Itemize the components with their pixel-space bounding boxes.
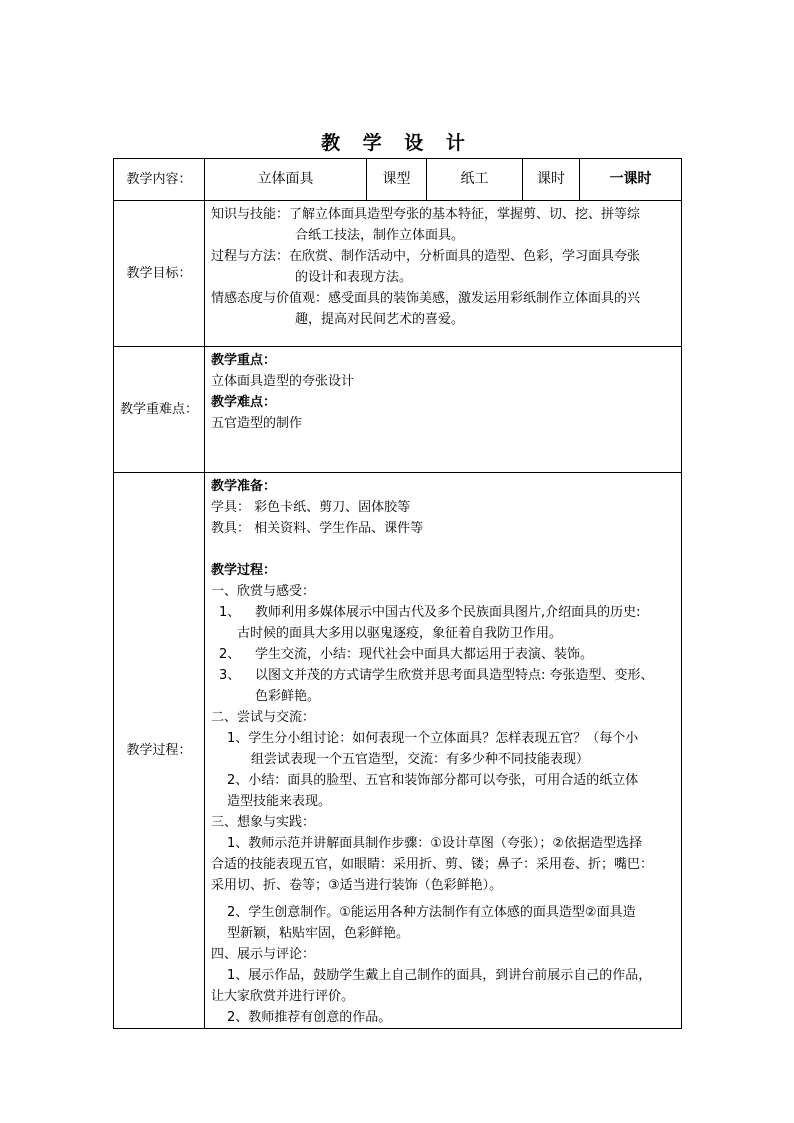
goals-row bbox=[114, 201, 682, 347]
section-title: 二、尝试与交流： bbox=[211, 710, 316, 725]
student-tools: 学具： 彩色卡纸、剪刀、固体胶等 bbox=[211, 500, 411, 515]
item-continuation: 组尝试表现一个五官造型，交流：有多少种不同技能表现） bbox=[251, 752, 590, 767]
spacer bbox=[211, 539, 675, 560]
type-label: 课型 bbox=[367, 159, 427, 201]
process-row bbox=[114, 473, 682, 1029]
period-value: 一课时 bbox=[580, 159, 682, 201]
list-item: 1、展示作品，鼓励学生戴上自己制作的面具，到讲台前展示自己的作品， bbox=[227, 968, 652, 983]
goals-label: 教学目标： bbox=[114, 201, 205, 347]
lesson-plan-table bbox=[113, 158, 682, 1029]
page-title: 教 学 设 计 bbox=[321, 132, 473, 154]
list-item: 1、教师示范并讲解面具制作步骤：①设计草图（夸张）；②依据造型选择 bbox=[227, 836, 643, 851]
section-title: 一、欣赏与感受： bbox=[211, 584, 316, 599]
process-heading: 教学过程： bbox=[211, 563, 277, 578]
focus-heading: 教学重点： bbox=[211, 353, 277, 368]
list-item: 2、小结：面具的脸型、五官和装饰部分都可以夸张，可用合适的纸立体 bbox=[227, 773, 639, 788]
section-title: 四、展示与评论： bbox=[211, 947, 316, 962]
focus-text: 立体面具造型的夸张设计 bbox=[211, 374, 355, 389]
list-item bbox=[211, 665, 675, 686]
goal-line: 知识与技能：了解立体面具造型夸张的基本特征，掌握剪、切、挖、拼等综 bbox=[211, 207, 641, 222]
list-item: 2、学生创意制作。①能运用各种方法制作有立体感的面具造型②面具造 bbox=[227, 905, 636, 920]
item-continuation: 让大家欣赏并进行评价。 bbox=[211, 989, 355, 1004]
goal-line: 趣，提高对民间艺术的喜爱。 bbox=[295, 312, 465, 327]
keypoints-row bbox=[114, 347, 682, 473]
difficulty-heading: 教学难点： bbox=[211, 395, 277, 410]
content-value: 立体面具 bbox=[205, 159, 367, 201]
list-item bbox=[211, 602, 675, 623]
item-continuation: 造型技能来表现。 bbox=[227, 794, 332, 809]
process-label: 教学过程： bbox=[114, 473, 205, 1029]
difficulty-text: 五官造型的制作 bbox=[211, 416, 303, 431]
item-continuation: 型新颖，粘贴牢固，色彩鲜艳。 bbox=[227, 926, 410, 941]
process-content bbox=[205, 473, 682, 1029]
teacher-tools: 教具： 相关资料、学生作品、课件等 bbox=[211, 521, 424, 536]
goal-line: 情感态度与价值观：感受面具的装饰美感，激发运用彩纸制作立体面具的兴 bbox=[211, 291, 641, 306]
item-number: 3、 bbox=[219, 668, 241, 683]
item-text: 学生交流，小结：现代社会中面具大都运用于表演、装饰。 bbox=[255, 647, 594, 662]
item-text: 教师利用多媒体展示中国古代及多个民族面具图片,介绍面具的历史: bbox=[255, 605, 641, 620]
keypoints-content bbox=[205, 347, 682, 473]
item-text: 以图文并茂的方式请学生欣赏并思考面具造型特点: 夸张造型、变形、 bbox=[255, 668, 654, 683]
item-continuation: 古时候的面具大多用以驱鬼逐疫，象征着自我防卫作用。 bbox=[237, 626, 563, 641]
list-item: 2、教师推荐有创意的作品。 bbox=[227, 1010, 392, 1025]
item-continuation: 合适的技能表现五官，如眼睛：采用折、剪、镂；鼻子：采用卷、折；嘴巴： bbox=[211, 857, 654, 872]
item-number: 2、 bbox=[219, 647, 241, 662]
period-label: 课时 bbox=[523, 159, 580, 201]
section-title: 三、想象与实践： bbox=[211, 815, 316, 830]
header-row bbox=[114, 159, 682, 201]
content-label: 教学内容： bbox=[114, 159, 205, 201]
item-continuation: 采用切、折、卷等；③适当进行装饰（色彩鲜艳）。 bbox=[211, 878, 503, 893]
keypoints-label: 教学重难点： bbox=[114, 347, 205, 473]
goal-line: 过程与方法：在欣赏、制作活动中，分析面具的造型、色彩，学习面具夸张 bbox=[211, 249, 641, 264]
prep-heading: 教学准备： bbox=[211, 479, 277, 494]
type-value: 纸工 bbox=[427, 159, 523, 201]
list-item bbox=[211, 644, 675, 665]
goal-line: 合纸工技法，制作立体面具。 bbox=[295, 228, 465, 243]
goal-line: 的设计和表现方法。 bbox=[295, 270, 413, 285]
goals-content bbox=[205, 201, 682, 347]
item-number: 1、 bbox=[219, 605, 241, 620]
list-item: 1、学生分小组讨论：如何表现一个立体面具？怎样表现五官？（每个小 bbox=[227, 731, 639, 746]
item-continuation: 色彩鲜艳。 bbox=[255, 689, 321, 704]
